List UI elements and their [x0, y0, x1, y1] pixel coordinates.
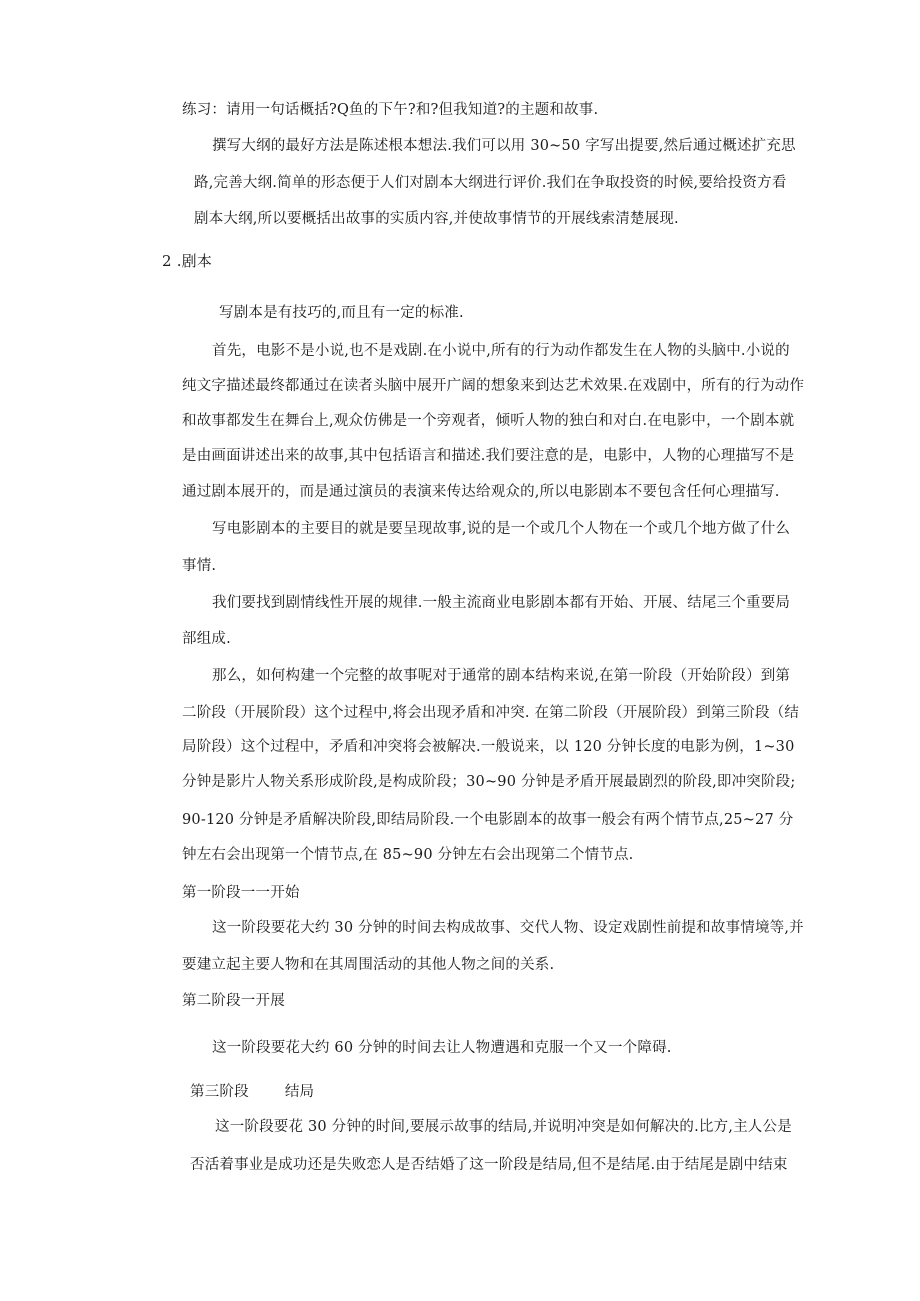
stage-3-text-line-1: 这一阶段要花 30 分钟的时间,要展示故事的结局,并说明冲突是如何解决的.比方,主人公是 — [215, 1119, 792, 1135]
stage-3-title-name: 结局 — [284, 1084, 315, 1100]
section-2-title: .剧本 — [176, 252, 213, 270]
outline-para-line-1: 撰写大纲的最好方法是陈述根本想法.我们可以用 30~50 字写出提要,然后通过概述扩充思 — [212, 138, 796, 154]
film-para-line-3: 和故事都发生在舞台上,观众仿佛是一个旁观者，倾听人物的独白和对白.在电影中，一个剧本就 — [182, 413, 795, 429]
rule-para-line-2: 部组成. — [182, 631, 231, 647]
structure-para-line-1: 那么，如何构建一个完整的故事呢对于通常的剧本结构来说,在第一阶段（开始阶段）到第 — [212, 668, 791, 684]
outline-para-line-2: 路,完善大纲.简单的形态便于人们对剧本大纲进行评价.我们在争取投资的时候,要给投资方看 — [194, 175, 787, 191]
stage-1-text-line-1: 这一阶段要花大约 30 分钟的时间去构成故事、交代人物、设定戏剧性前提和故事情境等,并 — [212, 920, 804, 936]
film-para-line-4: 是由画面讲述出来的故事,其中包括语言和描述.我们要注意的是，电影中，人物的心理描写不是 — [182, 448, 795, 464]
stage-3-title — [190, 1082, 314, 1102]
film-para-line-5: 通过剧本展开的，而是通过演员的表演来传达给观众的,所以电影剧本不要包含任何心理描写. — [182, 484, 780, 500]
exercise-line: 练习：请用一句话概括?Q鱼的下午?和?但我知道?的主题和故事. — [182, 102, 599, 118]
structure-para-line-3: 局阶段）这个过程中，矛盾和冲突将会被解决.一般说来，以 120 分钟长度的电影为例，1~30 — [182, 739, 795, 755]
film-para-line-1: 首先，电影不是小说,也不是戏剧.在小说中,所有的行为动作都发生在人物的头脑中.小说的 — [212, 343, 790, 359]
purpose-para-line-1: 写电影剧本的主要目的就是要呈现故事,说的是一个或几个人物在一个或几个地方做了什么 — [212, 521, 791, 537]
stage-3-title-label: 第三阶段 — [190, 1084, 249, 1100]
structure-para-line-4: 分钟是影片人物关系形成阶段,是构成阶段；30~90 分钟是矛盾开展最剧烈的阶段,即冲突阶段; — [182, 774, 796, 790]
stage-2-text: 这一阶段要花大约 60 分钟的时间去让人物遭遇和克服一个又一个障碍. — [212, 1040, 672, 1056]
intro-line: 写剧本是有技巧的,而且有一定的标准. — [219, 305, 464, 321]
section-2-number: 2 — [162, 252, 172, 270]
outline-para-line-3: 剧本大纲,所以要概括出故事的实质内容,并使故事情节的开展线索清楚展现. — [194, 211, 679, 227]
film-para-line-2: 纯文字描述最终都通过在读者头脑中展开广阔的想象来到达艺术效果.在戏剧中，所有的行为动作 — [182, 378, 805, 394]
stage-2-title: 第二阶段一开展 — [182, 993, 285, 1009]
stage-1-title: 第一阶段一一开始 — [182, 885, 300, 901]
stage-1-text-line-2: 要建立起主要人物和在其周围活动的其他人物之间的关系. — [182, 957, 555, 973]
section-2-heading — [162, 251, 212, 271]
structure-para-line-2: 二阶段（开展阶段）这个过程中,将会出现矛盾和冲突. 在第二阶段（开展阶段）到第三阶段（结 — [182, 705, 800, 721]
structure-para-line-5: 90-120 分钟是矛盾解决阶段,即结局阶段.一个电影剧本的故事一般会有两个情节点,25~27 分 — [182, 812, 794, 828]
rule-para-line-1: 我们要找到剧情线性开展的规律.一般主流商业电影剧本都有开始、开展、结尾三个重要局 — [212, 595, 791, 611]
stage-3-text-line-2: 否活着事业是成功还是失败恋人是否结婚了这一阶段是结局,但不是结尾.由于结尾是剧中结束 — [190, 1157, 788, 1173]
purpose-para-line-2: 事情. — [182, 558, 217, 574]
structure-para-line-6: 钟左右会出现第一个情节点,在 85~90 分钟左右会出现第二个情节点. — [182, 847, 634, 863]
